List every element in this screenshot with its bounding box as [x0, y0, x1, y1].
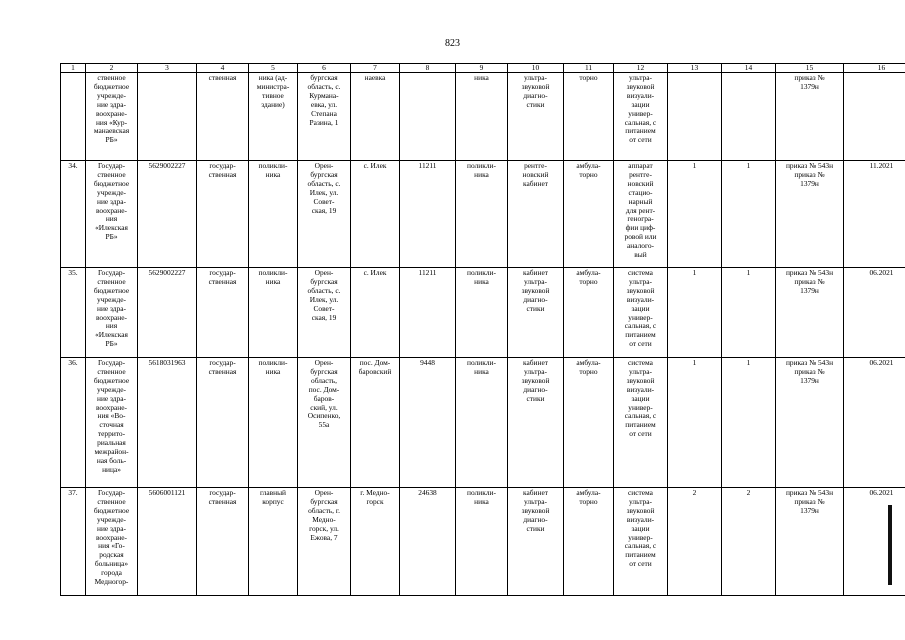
equipment-cell: система ультра- звуковой визуали- зации универ- сальная, с питанием от сети [614, 358, 668, 488]
column-number-cell: 11 [564, 64, 614, 73]
address-cell: Орен- бургская область, с. Илек, ул. Совет- ская, 19 [298, 268, 351, 358]
quantity-cell [722, 73, 776, 161]
code-cell: 24638 [400, 488, 456, 596]
column-number-cell: 8 [400, 64, 456, 73]
quantity-cell: 1 [668, 358, 722, 488]
settlement-cell: с. Илек [351, 161, 400, 268]
page-number: 823 [445, 38, 460, 49]
cabinet-cell: рентге- новский кабинет [508, 161, 564, 268]
cabinet-cell: ультра- звуковой диагно- стики [508, 73, 564, 161]
cabinet-cell: кабинет ультра- звуковой диагно- стики [508, 488, 564, 596]
department-cell: поликли- ника [456, 161, 508, 268]
table-row [61, 268, 905, 358]
table-row [61, 73, 905, 161]
ownership-cell: государ- ственная [197, 161, 249, 268]
inn-cell: 5629002227 [138, 161, 197, 268]
care-mode-cell: амбула- торно [564, 358, 614, 488]
code-cell [400, 73, 456, 161]
department-cell: поликли- ника [456, 358, 508, 488]
code-cell: 11211 [400, 161, 456, 268]
ownership-cell: государ- ственная [197, 268, 249, 358]
row-number-cell: 36. [61, 358, 86, 488]
equipment-cell: аппарат рентге- новский стацио- нарный для рент- геногра- фии циф- ровой или аналого- вый [614, 161, 668, 268]
equipment-cell: ультра- звуковой визуали- зации универ- сальная, с питанием от сети [614, 73, 668, 161]
department-cell: ника [456, 73, 508, 161]
settlement-cell: г. Медно- горск [351, 488, 400, 596]
cabinet-cell: кабинет ультра- звуковой диагно- стики [508, 268, 564, 358]
building-cell: поликли- ника [249, 268, 298, 358]
column-number-cell: 4 [197, 64, 249, 73]
date-cell [844, 73, 905, 161]
settlement-cell: наевка [351, 73, 400, 161]
order-cell: приказ № 543н приказ № 1379н [776, 161, 844, 268]
quantity-cell: 1 [722, 161, 776, 268]
inn-cell [138, 73, 197, 161]
quantity-cell: 2 [722, 488, 776, 596]
equipment-cell: система ультра- звуковой визуали- зации универ- сальная, с питанием от сети [614, 488, 668, 596]
building-cell: главный корпус [249, 488, 298, 596]
column-number-cell: 2 [86, 64, 138, 73]
settlement-cell: пос. Дом- баровский [351, 358, 400, 488]
quantity-cell: 1 [668, 268, 722, 358]
organization-cell: Государ- ственное бюджетное учрежде- ние здра- воохране- ния «Илекская РБ» [86, 161, 138, 268]
column-number-row [61, 64, 905, 73]
care-mode-cell: торно [564, 73, 614, 161]
column-number-cell: 10 [508, 64, 564, 73]
department-cell: поликли- ника [456, 268, 508, 358]
settlement-cell: с. Илек [351, 268, 400, 358]
registry-table [60, 63, 905, 596]
date-cell: 06.2021 [844, 358, 905, 488]
date-cell: 06.2021 [844, 488, 905, 596]
column-number-cell: 15 [776, 64, 844, 73]
care-mode-cell: амбула- торно [564, 161, 614, 268]
row-number-cell: 34. [61, 161, 86, 268]
ownership-cell: государ- ственная [197, 488, 249, 596]
order-cell: приказ № 543н приказ № 1379н [776, 268, 844, 358]
inn-cell: 5618031963 [138, 358, 197, 488]
ownership-cell: ственная [197, 73, 249, 161]
department-cell: поликли- ника [456, 488, 508, 596]
address-cell: бургская область, с. Курмана- евка, ул. Степана Разина, 1 [298, 73, 351, 161]
scan-edge-mark [888, 505, 892, 585]
address-cell: Орен- бургская область, пос. Дом- баров- ский, ул. Осипенко, 55а [298, 358, 351, 488]
building-cell: ника (ад- министра- тивное здание) [249, 73, 298, 161]
row-number-cell [61, 73, 86, 161]
row-number-cell: 35. [61, 268, 86, 358]
organization-cell: Государ- ственное бюджетное учрежде- ние здра- воохране- ния «Илекская РБ» [86, 268, 138, 358]
column-number-cell: 16 [844, 64, 905, 73]
code-cell: 11211 [400, 268, 456, 358]
address-cell: Орен- бургская область, с. Илек, ул. Совет- ская, 19 [298, 161, 351, 268]
organization-cell: Государ- ственное бюджетное учрежде- ние здра- воохране- ния «Во- сточная террито- риальная межрайон- ная боль- ница» [86, 358, 138, 488]
equipment-cell: система ультра- звуковой визуали- зации универ- сальная, с питанием от сети [614, 268, 668, 358]
address-cell: Орен- бургская область, г. Медно- горск, ул. Ежова, 7 [298, 488, 351, 596]
order-cell: приказ № 543н приказ № 1379н [776, 358, 844, 488]
building-cell: поликли- ника [249, 161, 298, 268]
column-number-cell: 5 [249, 64, 298, 73]
table-row [61, 358, 905, 488]
quantity-cell [668, 73, 722, 161]
care-mode-cell: амбула- торно [564, 268, 614, 358]
inn-cell: 5606001121 [138, 488, 197, 596]
care-mode-cell: амбула- торно [564, 488, 614, 596]
quantity-cell: 1 [722, 268, 776, 358]
organization-cell: Государ- ственное бюджетное учрежде- ние здра- воохране- ния «Го- родская больница» города Медногор- [86, 488, 138, 596]
table-row [61, 488, 905, 596]
ownership-cell: государ- ственная [197, 358, 249, 488]
inn-cell: 5629002227 [138, 268, 197, 358]
column-number-cell: 3 [138, 64, 197, 73]
quantity-cell: 1 [668, 161, 722, 268]
building-cell: поликли- ника [249, 358, 298, 488]
column-number-cell: 12 [614, 64, 668, 73]
code-cell: 9448 [400, 358, 456, 488]
row-number-cell: 37. [61, 488, 86, 596]
column-number-cell: 9 [456, 64, 508, 73]
quantity-cell: 1 [722, 358, 776, 488]
date-cell: 11.2021 [844, 161, 905, 268]
column-number-cell: 13 [668, 64, 722, 73]
table-row [61, 161, 905, 268]
column-number-cell: 1 [61, 64, 86, 73]
column-number-cell: 6 [298, 64, 351, 73]
cabinet-cell: кабинет ультра- звуковой диагно- стики [508, 358, 564, 488]
order-cell: приказ № 1379н [776, 73, 844, 161]
date-cell: 06.2021 [844, 268, 905, 358]
organization-cell: ственное бюджетное учрежде- ние здра- воохране- ния «Кур- манаевская РБ» [86, 73, 138, 161]
column-number-cell: 14 [722, 64, 776, 73]
column-number-cell: 7 [351, 64, 400, 73]
order-cell: приказ № 543н приказ № 1379н [776, 488, 844, 596]
quantity-cell: 2 [668, 488, 722, 596]
